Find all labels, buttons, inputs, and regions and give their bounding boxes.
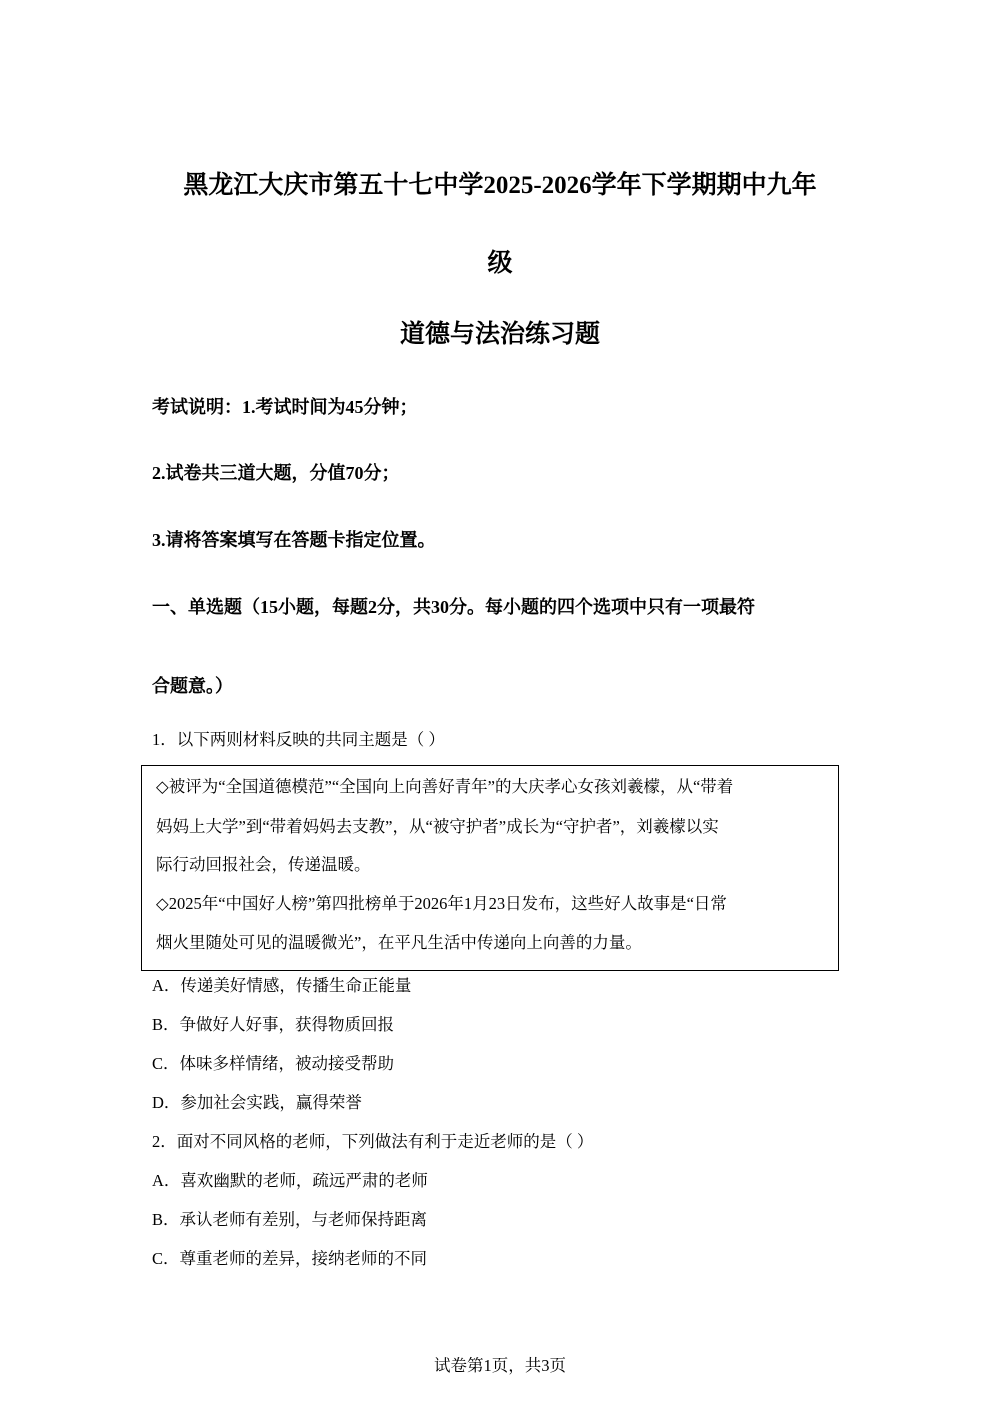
question-2-option-a: A．喜欢幽默的老师，疏远严肃的老师 <box>152 1171 428 1190</box>
question-1-option-c: C．体味多样情绪，被动接受帮助 <box>152 1054 395 1073</box>
exam-title-line-2: 级 <box>487 250 513 277</box>
section-heading-line-1: 一、单选题（15小题，每题2分，共30分。每小题的四个选项中只有一项最符 <box>152 597 755 617</box>
material-line: 妈妈上大学”到“带着妈妈去支教”，从“被守护者”成长为“守护者”，刘羲檬以实 <box>156 817 719 836</box>
question-2-stem: 2．面对不同风格的老师，下列做法有利于走近老师的是（ ） <box>152 1132 594 1151</box>
question-1-option-b: B．争做好人好事，获得物质回报 <box>152 1015 395 1034</box>
material-line: 烟火里随处可见的温暖微光”，在平凡生活中传递向上向善的力量。 <box>156 933 642 952</box>
section-heading-line-2: 合题意。） <box>152 676 233 696</box>
question-2-option-c: C．尊重老师的差异，接纳老师的不同 <box>152 1249 428 1268</box>
material-line: 际行动回报社会，传递温暖。 <box>156 855 371 874</box>
instruction-line-2: 2.试卷共三道大题，分值70分； <box>152 463 400 483</box>
material-line: ◇2025年“中国好人榜”第四批榜单于2026年1月23日发布，这些好人故事是“日常 <box>156 894 727 913</box>
question-1-option-d: D．参加社会实践，赢得荣誉 <box>152 1093 362 1112</box>
exam-title-line-1: 黑龙江大庆市第五十七中学2025-2026学年下学期期中九年 <box>183 172 817 199</box>
instruction-line-1: 考试说明：1.考试时间为45分钟； <box>152 397 418 417</box>
material-line: ◇被评为“全国道德模范”“全国向上向善好青年”的大庆孝心女孩刘羲檬，从“带着 <box>156 777 734 796</box>
question-1-option-a: A．传递美好情感，传播生命正能量 <box>152 976 412 995</box>
question-1-stem: 1．以下两则材料反映的共同主题是（ ） <box>152 730 445 749</box>
exam-subject-title: 道德与法治练习题 <box>399 321 600 348</box>
instruction-line-3: 3.请将答案填写在答题卡指定位置。 <box>152 530 436 550</box>
page-footer: 试卷第1页，共3页 <box>434 1356 566 1375</box>
question-2-option-b: B．承认老师有差别，与老师保持距离 <box>152 1210 428 1229</box>
question-1-material-box <box>141 765 839 971</box>
